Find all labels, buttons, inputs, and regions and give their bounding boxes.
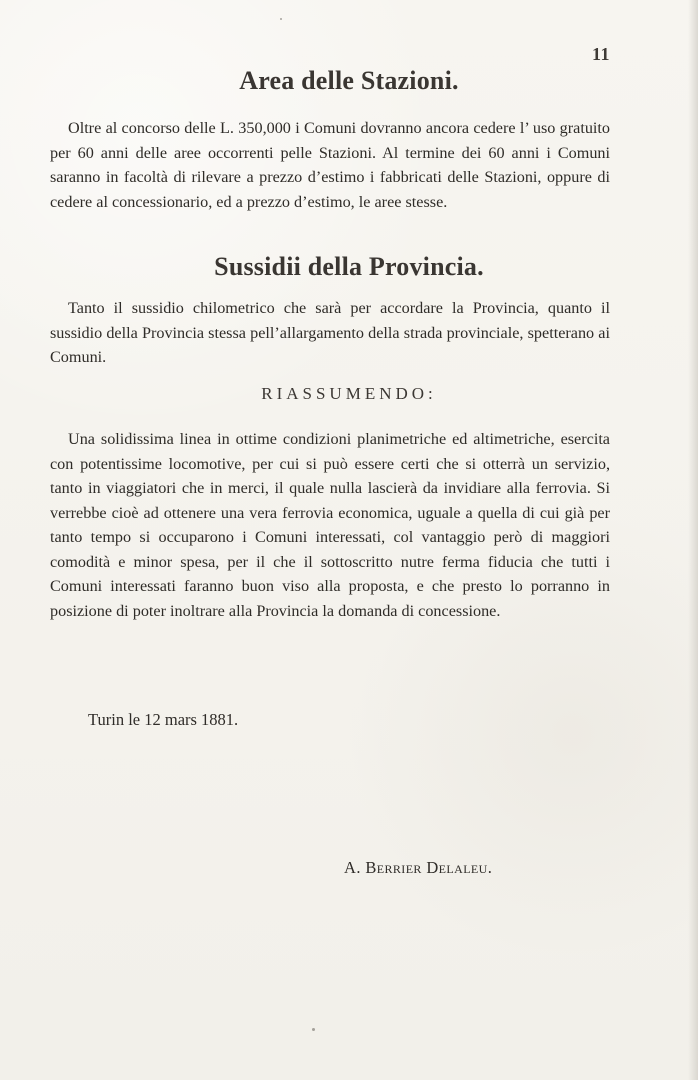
paragraph-area-stazioni: Oltre al concorso delle L. 350,000 i Comuni dovranno ancora cedere l’ uso gratuito per 60 anni delle aree occorrenti pelle Stazioni. Al termine dei 60 anni i Comuni saranno in facoltà di rilevare a prezzo d’estimo i fabbricati delle Stazioni, oppure di cedere al concessionario, ed a prezzo d’estimo, le aree stesse. [50,119,610,211]
paper-speck [312,1028,315,1031]
paragraph-sussidii-provincia: Tanto il sussidio chilometrico che sarà per accordare la Provincia, quanto il sussidio della Provincia stessa pell’allargamento della strada provinciale, spetterano ai Comuni. [50,299,610,366]
date-line: Turin le 12 mars 1881. [88,710,239,729]
section-heading-area-stazioni: Area delle Stazioni. [239,66,459,95]
section-heading-sussidii-provincia: Sussidii della Provincia. [214,252,484,281]
summary-label: RIASSUMENDO: [261,384,437,403]
page-number: 11 [591,44,610,64]
page-edge-shadow [688,0,698,1080]
paper-speck [280,18,282,20]
signature: A. Berrier Delaleu. [344,858,493,877]
paragraph-riassumendo: Una solidissima linea in ottime condizioni planimetriche ed altimetriche, esercita con potentissime locomotive, per cui si può essere certi che si otterrà un servizio, tanto in viaggiatori che in merci, il quale nulla lascierà da invidiare alla ferrovia. Si verrebbe cioè ad ottenere una vera ferrovia economica, uguale a quella di cui già per tanto tempo si occuparono i Comuni interessati, col vantaggio però di maggiori comodità e minor spesa, per il che il sottoscritto nutre ferma fiducia che tutti i Comuni interessati faranno buon viso alla proposta, e che presto lo porranno in posizione di poter inoltrare alla Provincia la domanda di concessione. [50,430,610,620]
